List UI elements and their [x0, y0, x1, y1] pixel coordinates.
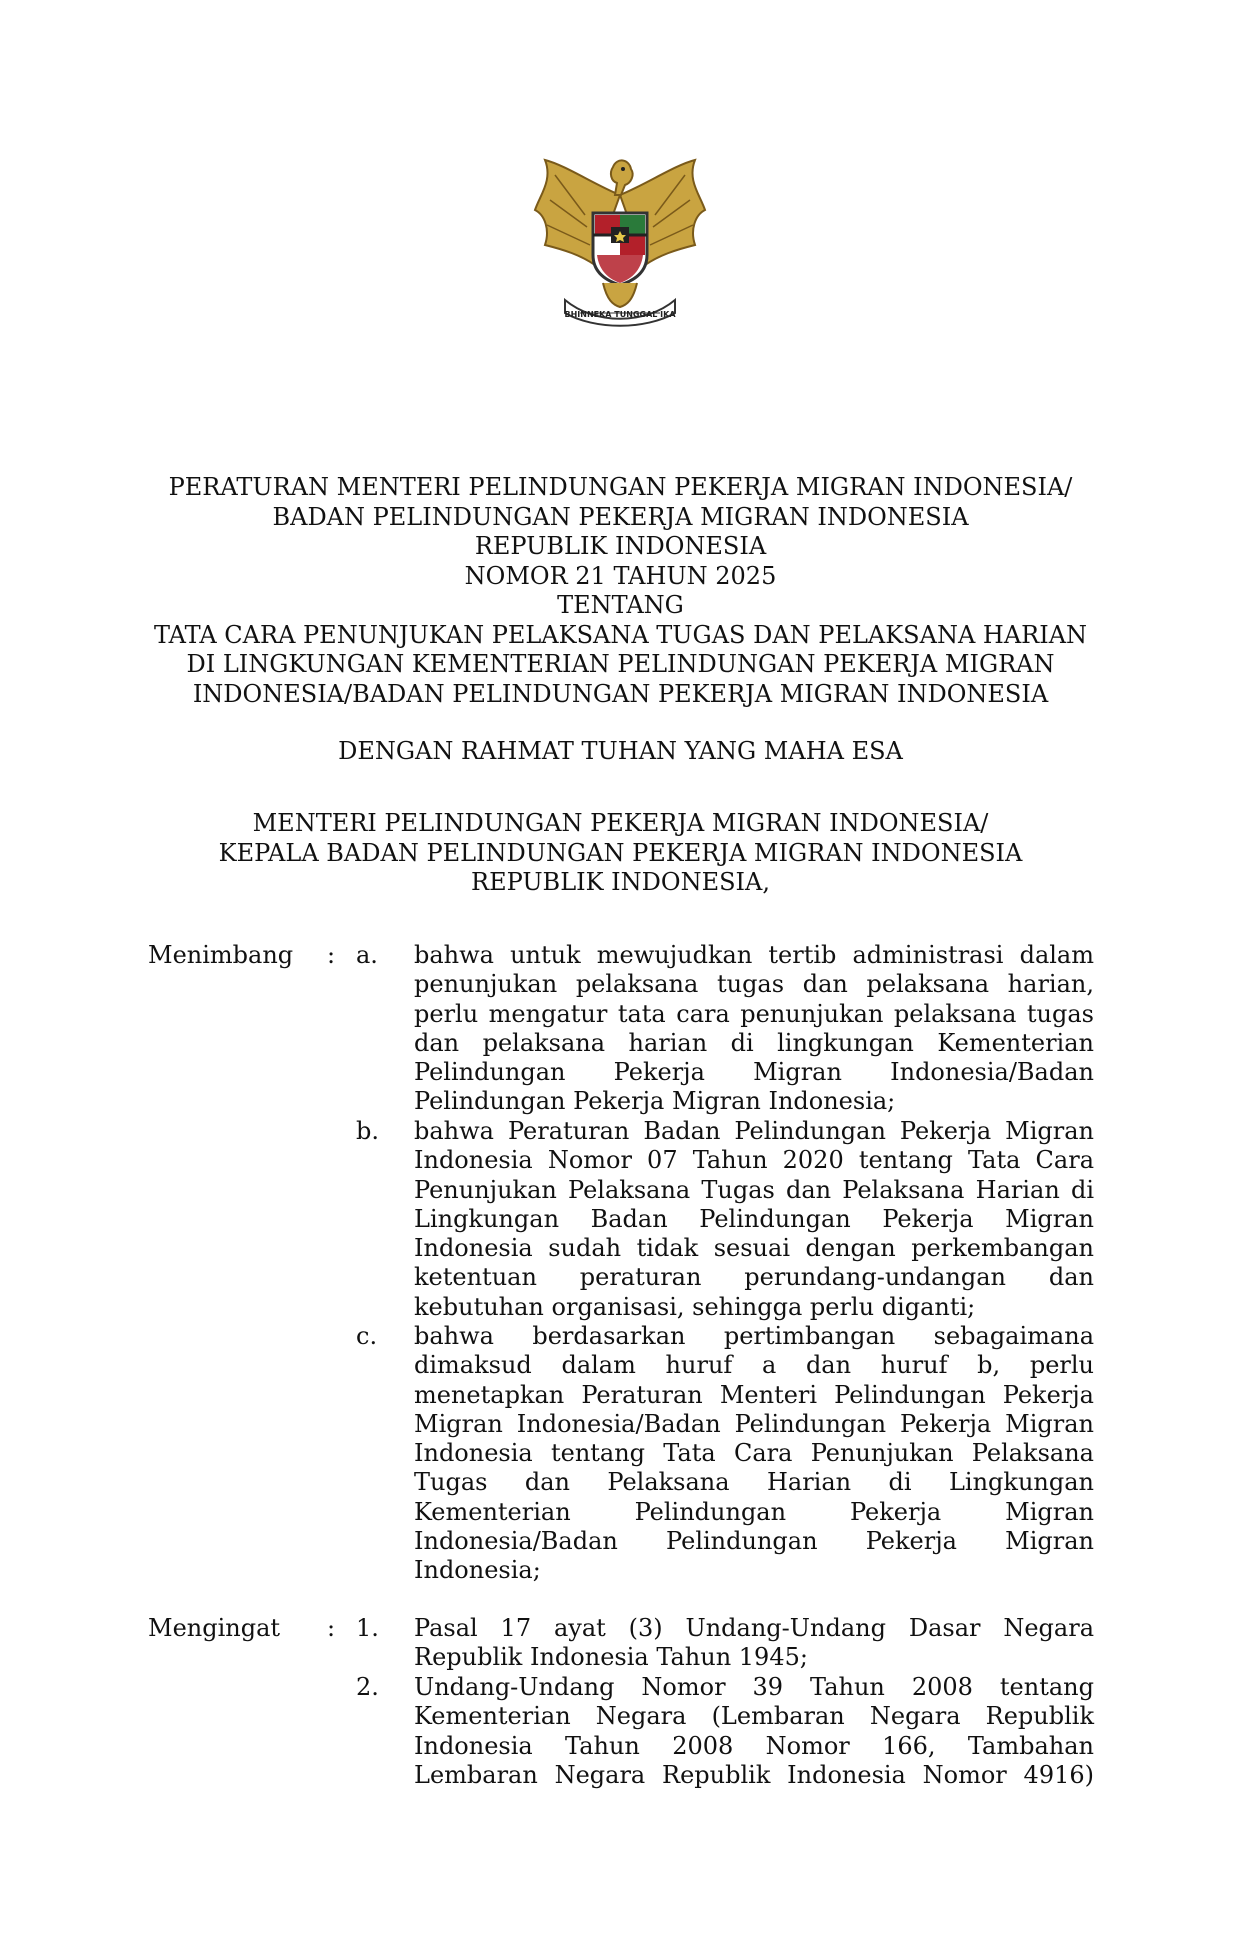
mengingat-colon: :: [327, 1614, 336, 1642]
text-line: Indonesia Tahun 2008 Nomor 166, Tambahan: [414, 1731, 1094, 1760]
mengingat-item-marker: 1.: [356, 1614, 379, 1642]
text-line: Republik Indonesia Tahun 1945;: [414, 1643, 808, 1672]
mengingat-item-marker: 2.: [356, 1673, 379, 1701]
text-line: dimaksud dalam huruf a dan huruf b, perlu: [414, 1351, 1094, 1380]
text-line: Undang-Undang Nomor 39 Tahun 2008 tentang: [414, 1673, 1094, 1701]
text-line: ketentuan peraturan perundang-undangan dan: [414, 1263, 1094, 1292]
text-line: dan pelaksana harian di lingkungan Kementerian: [414, 1028, 1094, 1057]
garuda-emblem: [525, 155, 715, 330]
text-line: Pelindungan Pekerja Migran Indonesia;: [414, 1087, 896, 1116]
text-line: Indonesia tentang Tata Cara Penunjukan Pelaksana: [414, 1439, 1094, 1468]
text-line: bahwa berdasarkan pertimbangan sebagaimana: [414, 1322, 1094, 1350]
title-line: BADAN PELINDUNGAN PEKERJA MIGRAN INDONESIA: [272, 502, 969, 531]
menteri-heading: [100, 809, 1141, 898]
menimbang-item-b: [414, 1117, 1094, 1322]
rahmat-line: [100, 737, 1141, 767]
menimbang-item-marker: c.: [356, 1322, 378, 1350]
text-line: Indonesia Nomor 07 Tahun 2020 tentang Tata Cara: [414, 1146, 1094, 1175]
text-line: Pasal 17 ayat (3) Undang-Undang Dasar Negara: [414, 1614, 1094, 1642]
motto-text: BHINNEKA TUNGGAL IKA: [564, 310, 676, 319]
text-line: bahwa Peraturan Badan Pelindungan Pekerja Migran: [414, 1117, 1094, 1145]
text-line: Migran Indonesia/Badan Pelindungan Pekerja Migran: [414, 1409, 1094, 1438]
regulation-title: [100, 473, 1141, 709]
menimbang-colon: :: [327, 941, 336, 969]
title-line: NOMOR 21 TAHUN 2025: [464, 561, 777, 590]
menimbang-item-a: [414, 941, 1094, 1117]
title-line: REPUBLIK INDONESIA: [474, 532, 767, 560]
text-line: Lingkungan Badan Pelindungan Pekerja Migran: [414, 1204, 1094, 1233]
menimbang-label: Menimbang: [148, 941, 294, 969]
menimbang-item-c: [414, 1322, 1094, 1586]
text-line: Lembaran Negara Republik Indonesia Nomor 4916): [414, 1760, 1094, 1789]
menteri-line: MENTERI PELINDUNGAN PEKERJA MIGRAN INDONESIA/: [252, 809, 989, 837]
menteri-line: REPUBLIK INDONESIA,: [471, 868, 770, 896]
text-line: Indonesia sudah tidak sesuai dengan perkembangan: [414, 1234, 1094, 1263]
mengingat-item-2: [414, 1673, 1094, 1790]
title-line: PERATURAN MENTERI PELINDUNGAN PEKERJA MIGRAN INDONESIA/: [168, 473, 1073, 501]
text-line: perlu mengatur tata cara penunjukan pelaksana tugas: [414, 999, 1094, 1028]
title-line: DI LINGKUNGAN KEMENTERIAN PELINDUNGAN PEKERJA MIGRAN: [186, 650, 1055, 678]
mengingat-label: Mengingat: [148, 1614, 281, 1642]
menimbang-item-marker: a.: [356, 941, 378, 969]
mengingat-item-1: [414, 1614, 1094, 1673]
title-line: TENTANG: [557, 591, 684, 619]
text-line: Tugas dan Pelaksana Harian di Lingkungan: [414, 1468, 1094, 1497]
title-line: INDONESIA/BADAN PELINDUNGAN PEKERJA MIGRAN INDONESIA: [192, 679, 1049, 708]
text-line: Penunjukan Pelaksana Tugas dan Pelaksana Harian di: [414, 1175, 1094, 1204]
text-line: Kementerian Pelindungan Pekerja Migran: [414, 1497, 1094, 1526]
text-line: menetapkan Peraturan Menteri Pelindungan Pekerja: [414, 1380, 1094, 1409]
text-line: bahwa untuk mewujudkan tertib administrasi dalam: [414, 941, 1094, 969]
title-line: TATA CARA PENUNJUKAN PELAKSANA TUGAS DAN PELAKSANA HARIAN: [153, 620, 1088, 649]
menteri-line: KEPALA BADAN PELINDUNGAN PEKERJA MIGRAN INDONESIA: [218, 838, 1023, 867]
text-line: kebutuhan organisasi, sehingga perlu diganti;: [414, 1292, 976, 1321]
rahmat-text: DENGAN RAHMAT TUHAN YANG MAHA ESA: [338, 737, 903, 765]
text-line: penunjukan pelaksana tugas dan pelaksana harian,: [414, 970, 1094, 999]
text-line: Kementerian Negara (Lembaran Negara Republik: [414, 1702, 1094, 1731]
text-line: Indonesia;: [414, 1556, 541, 1585]
text-line: Indonesia/Badan Pelindungan Pekerja Migran: [414, 1527, 1094, 1556]
text-line: Pelindungan Pekerja Migran Indonesia/Badan: [414, 1058, 1094, 1087]
menimbang-item-marker: b.: [356, 1117, 379, 1145]
